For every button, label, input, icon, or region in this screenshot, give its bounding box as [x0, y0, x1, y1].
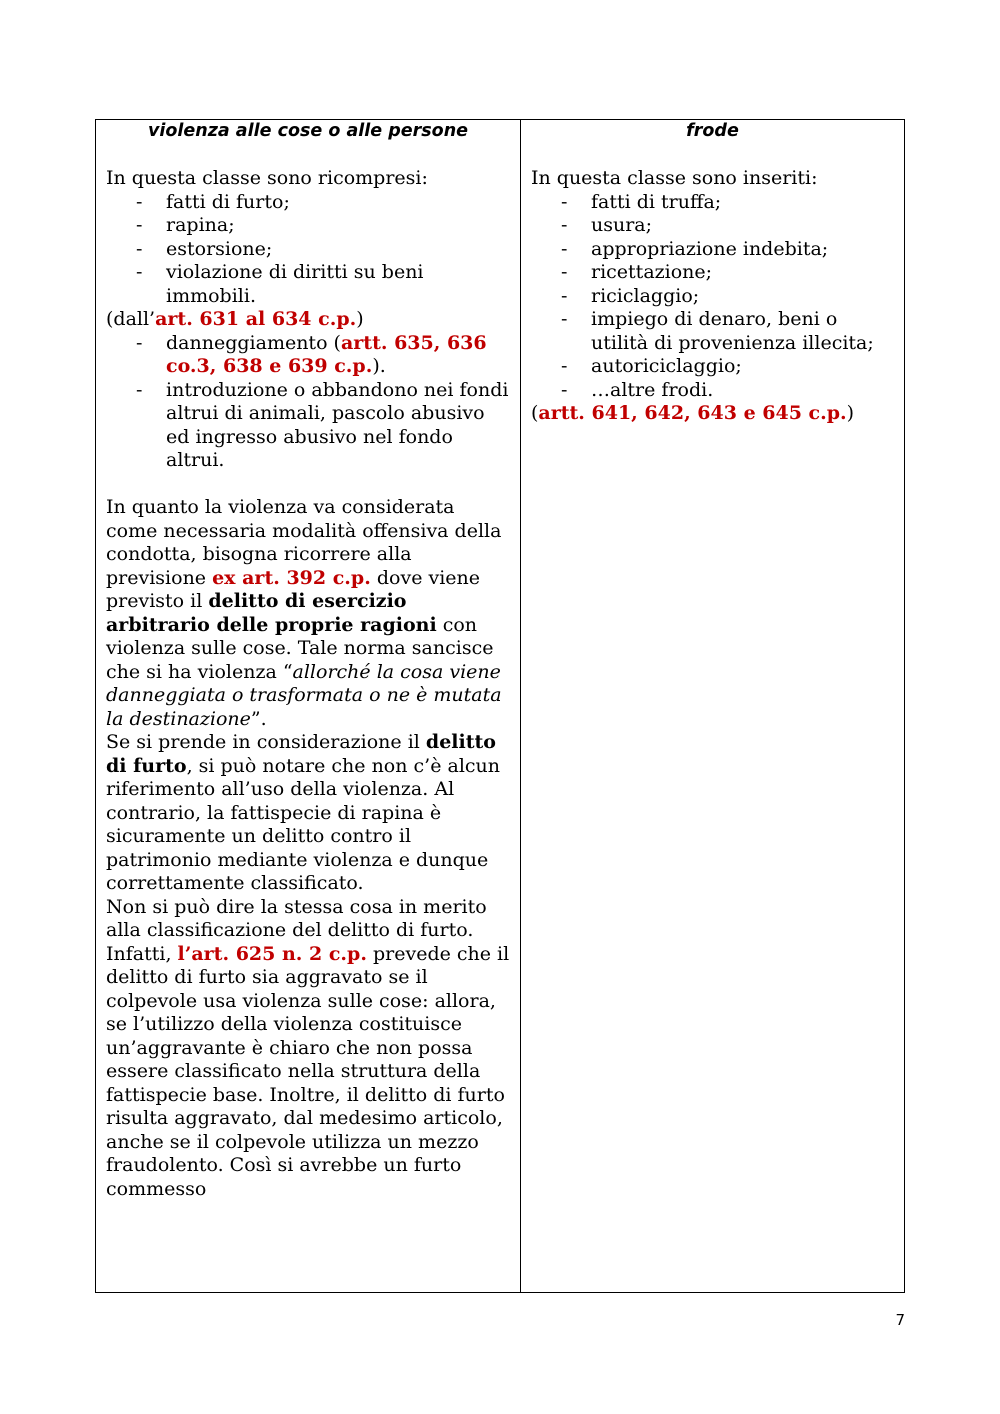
table-header-row	[96, 120, 905, 144]
right-reference	[531, 402, 894, 426]
list-item: - appropriazione indebita;	[561, 238, 894, 262]
list-item: - rapina;	[136, 214, 510, 238]
ref-open: (dall’	[106, 308, 156, 330]
text: ”.	[250, 707, 267, 730]
italic-quote: allorché la cosa viene danneggiata o trasformata o ne è mutata la destinazione	[106, 660, 502, 730]
left-list-2	[106, 332, 510, 473]
right-cell	[521, 144, 905, 1293]
list-item: - autoriciclaggio;	[561, 355, 894, 379]
item-text: ).	[372, 355, 386, 377]
comparison-table	[95, 119, 905, 1293]
table-body-row	[96, 144, 905, 1293]
paragraph-3	[106, 896, 510, 1202]
list-item: - riciclaggio;	[561, 285, 894, 309]
list-item: - impiego di denaro, beni o utilità di provenienza illecita;	[561, 308, 894, 355]
paragraph-1	[106, 496, 510, 731]
list-item: - violazione di diritti su beni immobili.	[136, 261, 510, 308]
article-ref: art. 631 al 634 c.p.	[155, 308, 357, 330]
ref-open: (	[531, 402, 539, 424]
right-list	[531, 191, 894, 403]
paragraph-2	[106, 731, 510, 896]
bold-term: delitto di furto	[106, 731, 496, 777]
text: dove viene previsto il	[106, 566, 481, 612]
text: Non si può dire la stessa cosa in merito alla classificazione del delitto di furto. Infatti,	[106, 895, 487, 965]
article-ref: artt. 635, 636 co.3, 638 e 639 c.p.	[166, 331, 487, 377]
header-frode: frode	[521, 120, 905, 144]
list-item: - fatti di truffa;	[561, 191, 894, 215]
text: con violenza sulle cose. Tale norma sancisce che si ha violenza “	[106, 613, 494, 683]
list-item: - …altre frodi.	[561, 379, 894, 403]
ref-close: )	[356, 308, 364, 330]
ref-close: )	[846, 402, 855, 424]
left-reference-1	[106, 308, 510, 332]
bold-term: delitto di esercizio arbitrario delle proprie ragioni	[106, 590, 437, 636]
right-intro: In questa classe sono inseriti:	[531, 167, 818, 189]
page-number: 7	[895, 1311, 905, 1329]
list-item: - usura;	[561, 214, 894, 238]
left-cell	[96, 144, 521, 1293]
list-item: - fatti di furto;	[136, 191, 510, 215]
item-text: danneggiamento (	[166, 331, 341, 354]
article-ref: ex art. 392 c.p.	[212, 566, 371, 589]
article-ref: l’art. 625 n. 2 c.p.	[177, 942, 367, 965]
text: prevede che il delitto di furto sia aggravato se il colpevole usa violenza sulle cose: allora, se l’utilizzo della violenza costituisce un’aggravante è chiaro che non possa essere classificato nella struttura della fattispecie base. Inoltre, il delitto di furto risulta aggravato, dal medesimo articolo, anche se il colpevole utilizza un mezzo fraudolento. Così si avrebbe un furto commesso	[106, 942, 510, 1200]
header-violenza: violenza alle cose o alle persone	[96, 120, 521, 144]
list-item: - introduzione o abbandono nei fondi altrui di animali, pascolo abusivo ed ingresso abusivo nel fondo altrui.	[136, 379, 510, 473]
list-item	[136, 332, 510, 379]
text: Se si prende in considerazione il	[106, 731, 426, 753]
list-item: - ricettazione;	[561, 261, 894, 285]
left-list-1	[106, 191, 510, 309]
list-item: - estorsione;	[136, 238, 510, 262]
left-intro: In questa classe sono ricompresi:	[106, 167, 428, 189]
text: , si può notare che non c’è alcun riferimento all’uso della violenza. Al contrario, la fattispecie di rapina è sicuramente un delitto contro il patrimonio mediante violenza e dunque correttamente classificato.	[106, 754, 501, 894]
article-ref: artt. 641, 642, 643 e 645 c.p.	[538, 402, 847, 424]
text: In quanto la violenza va considerata come necessaria modalità offensiva della condotta, bisogna ricorrere alla previsione	[106, 496, 502, 589]
